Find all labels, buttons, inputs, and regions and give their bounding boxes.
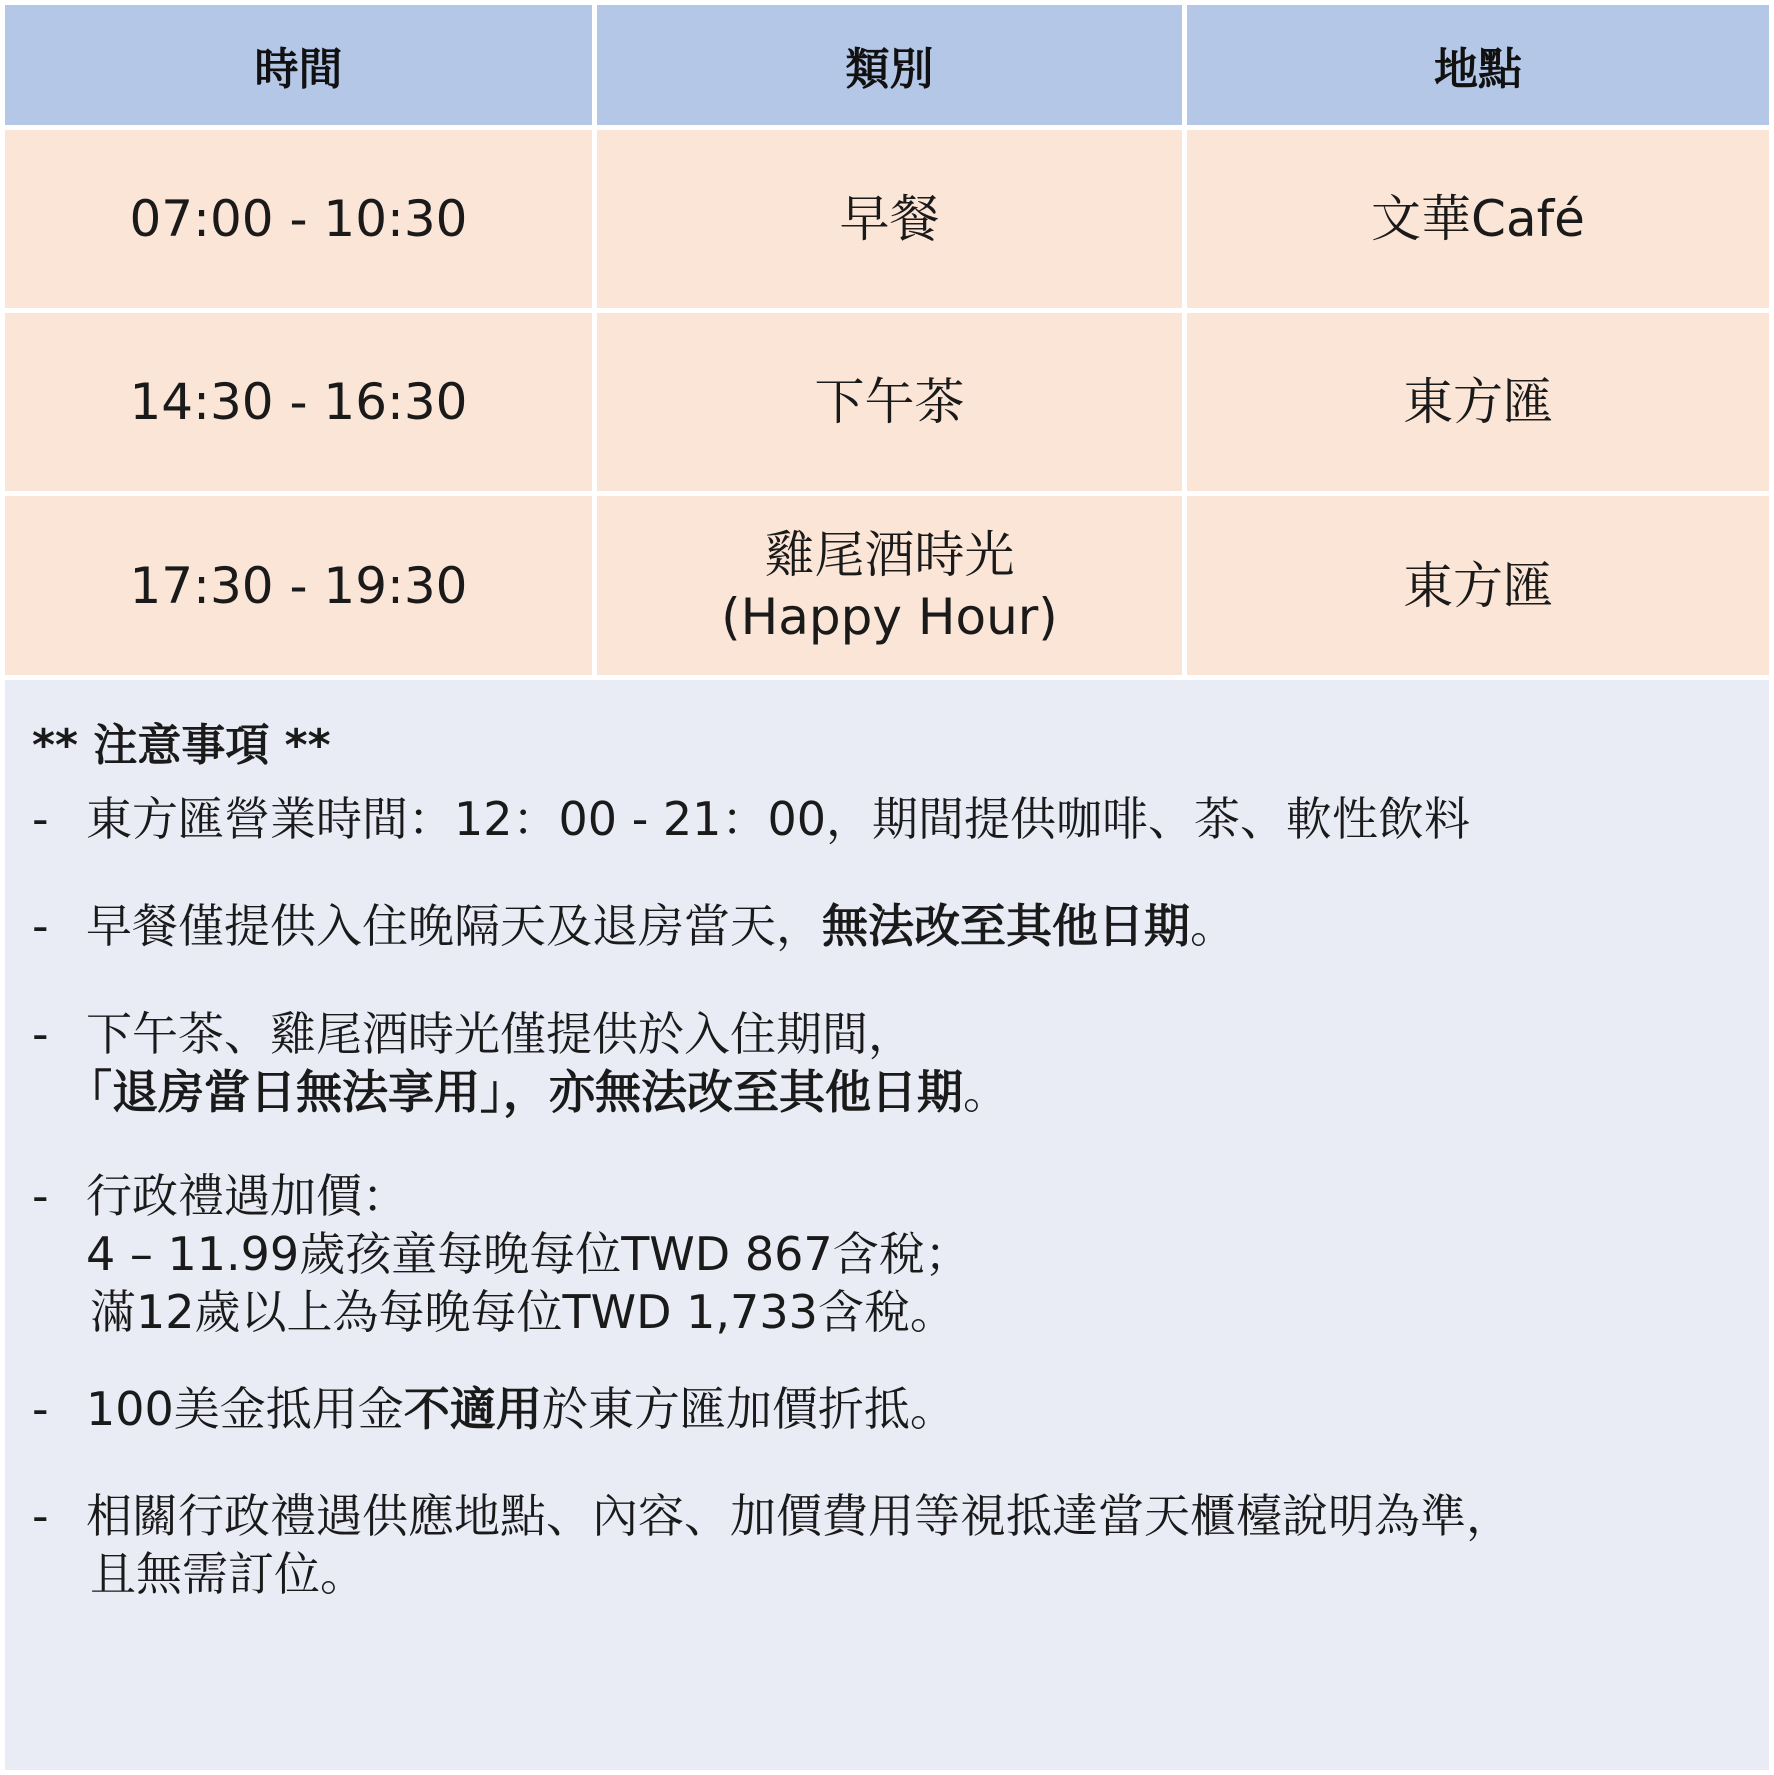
note-dash: - xyxy=(32,899,49,953)
notes-title: ** 注意事項 ** xyxy=(32,720,331,771)
note-item xyxy=(32,897,1236,955)
note-line: 4 – 11.99歲孩童每晚每位TWD 867含稅； xyxy=(86,1227,971,1281)
note-line xyxy=(32,1063,1009,1121)
cell-category-sub: (Happy Hour) xyxy=(721,587,1058,646)
note-dash: - xyxy=(32,1169,49,1223)
note-emphasis: 不適用 xyxy=(403,1382,542,1436)
note-text: 東方匯營業時間：12：00 - 21：00，期間提供咖啡、茶、軟性飲料 xyxy=(86,792,1470,846)
cell-category: 早餐 xyxy=(597,130,1182,308)
note-item xyxy=(32,1005,1009,1121)
cell-time: 07:00 - 10:30 xyxy=(5,130,592,308)
note-text: 相關行政禮遇供應地點、內容、加價費用等視抵達當天櫃檯說明為準， xyxy=(86,1489,1512,1543)
note-item xyxy=(32,1487,1512,1603)
cell-location: 東方匯 xyxy=(1187,496,1769,675)
cell-category-main: 雞尾酒時光 xyxy=(764,525,1015,584)
table-row xyxy=(5,496,1769,675)
note-dash: - xyxy=(32,792,49,846)
note-line: 且無需訂位。 xyxy=(90,1547,366,1601)
note-item xyxy=(32,1167,971,1341)
note-item xyxy=(32,1380,956,1438)
note-emphasis: 「退房當日無法享用」，亦無法改至其他日期 xyxy=(66,1065,963,1119)
note-item xyxy=(32,790,1470,848)
note-text-end: 於東方匯加價折抵。 xyxy=(541,1382,956,1436)
note-text-end: 。 xyxy=(1190,899,1236,953)
header-time: 時間 xyxy=(5,5,592,125)
table-row xyxy=(5,313,1769,491)
header-location: 地點 xyxy=(1187,5,1769,125)
note-text: 100美金抵用金 xyxy=(86,1382,404,1436)
cell-category: 下午茶 xyxy=(597,313,1182,491)
note-text: 早餐僅提供入住晚隔天及退房當天， xyxy=(86,899,822,953)
note-emphasis: 無法改至其他日期 xyxy=(822,899,1190,953)
cell-category xyxy=(597,496,1182,675)
cell-location: 文華Café xyxy=(1187,130,1769,308)
note-text-end: 。 xyxy=(963,1065,1009,1119)
cell-time: 17:30 - 19:30 xyxy=(5,496,592,675)
note-line: 滿12歲以上為每晚每位TWD 1,733含稅。 xyxy=(90,1285,956,1339)
cell-time: 14:30 - 16:30 xyxy=(5,313,592,491)
note-dash: - xyxy=(32,1382,49,1436)
cell-location: 東方匯 xyxy=(1187,313,1769,491)
note-text: 行政禮遇加價： xyxy=(86,1169,408,1223)
note-dash: - xyxy=(32,1489,49,1543)
note-text: 下午茶、雞尾酒時光僅提供於入住期間， xyxy=(86,1007,914,1061)
notes-section xyxy=(5,680,1769,1770)
table-row xyxy=(5,130,1769,308)
header-category: 類別 xyxy=(597,5,1182,125)
note-dash: - xyxy=(32,1007,49,1061)
table-header xyxy=(5,5,1769,125)
